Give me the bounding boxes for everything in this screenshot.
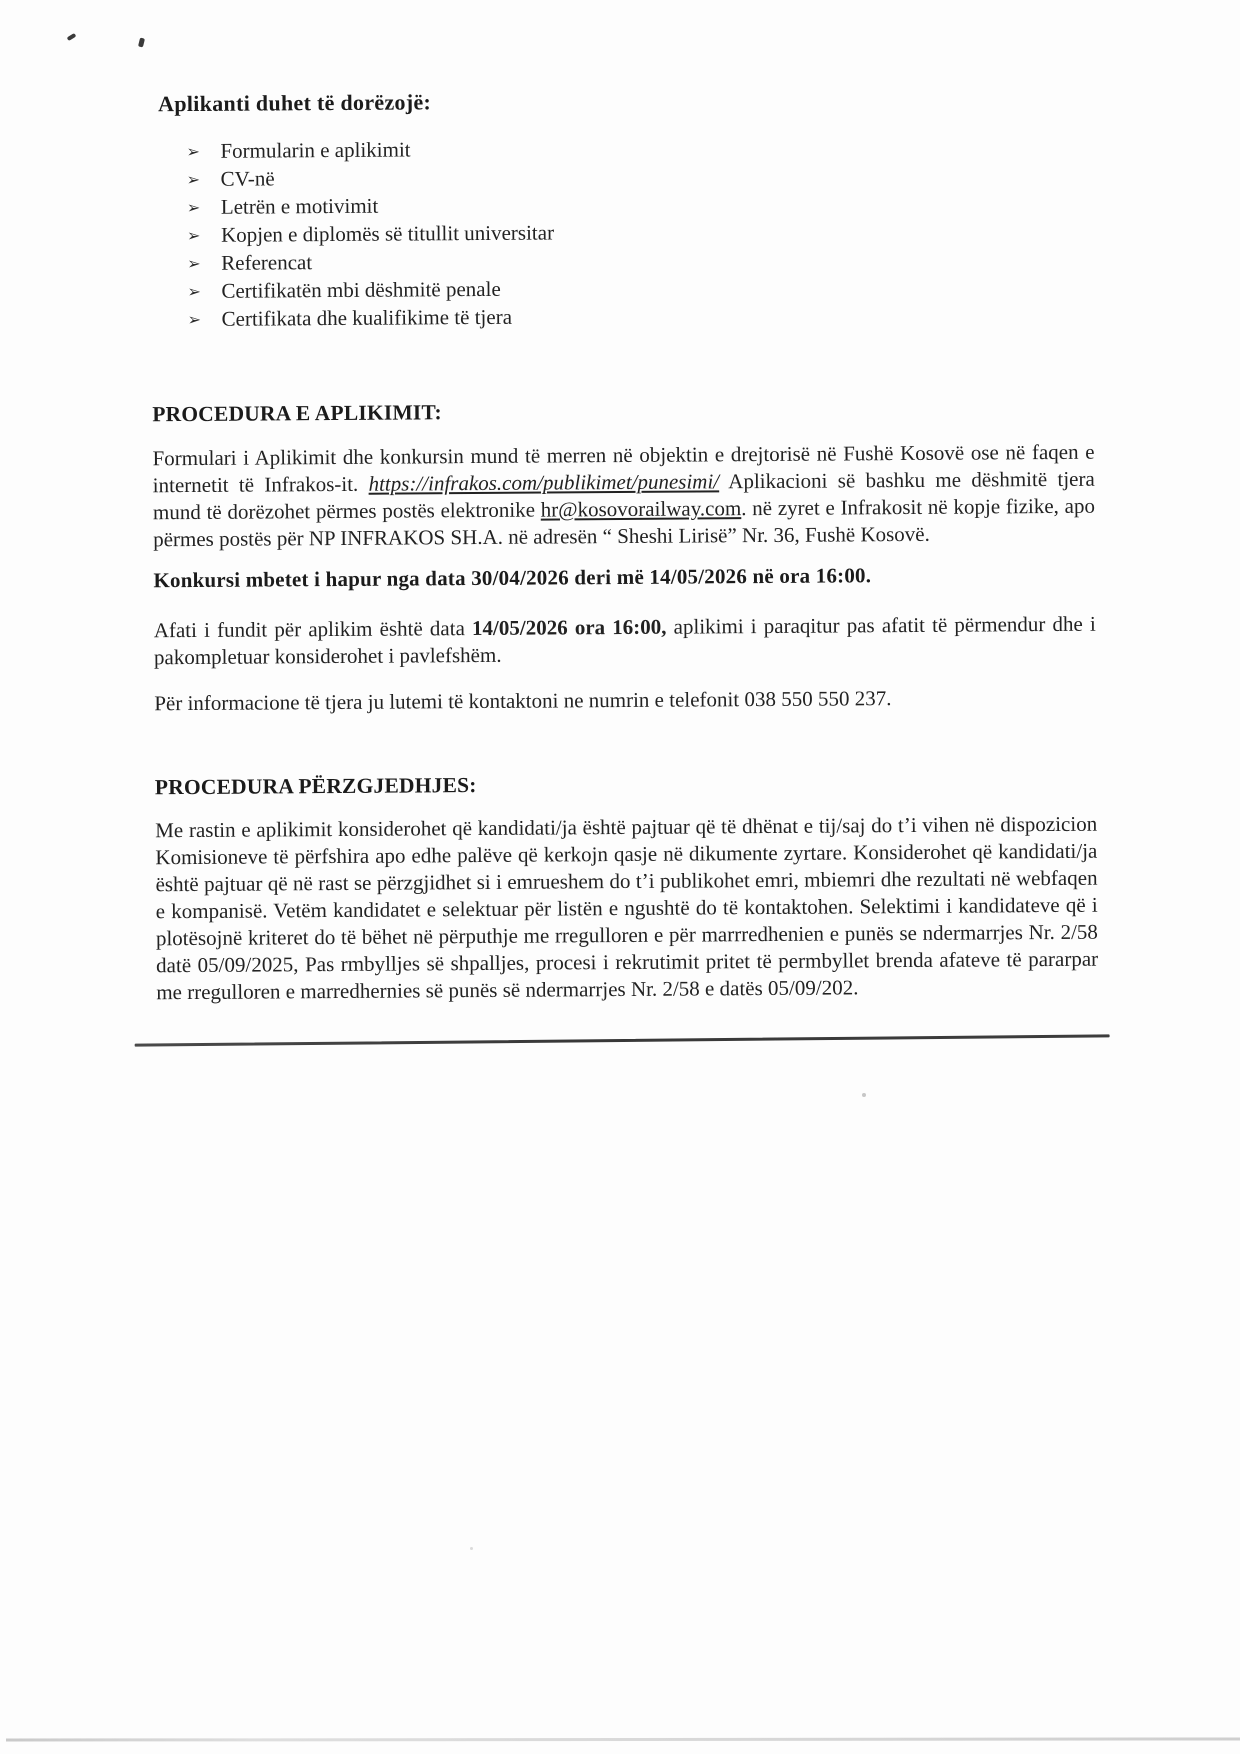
application-procedure-paragraph xyxy=(152,439,1095,554)
scan-dot-artifact xyxy=(862,1093,866,1097)
arrow-bullet-icon: ➢ xyxy=(186,169,201,190)
checklist-item-label: Certifikatën mbi dëshmitë penale xyxy=(221,276,501,303)
arrow-bullet-icon: ➢ xyxy=(186,141,200,162)
infrakos-publications-url: https://infrakos.com/publikimet/punesimi/ xyxy=(368,469,720,496)
scan-page-edge-line xyxy=(6,1737,1240,1741)
application-paragraph-text-2: Aplikacioni së bashku me dëshmitë tjera mund të dorëzohet përmes postës elektronike xyxy=(152,466,1095,525)
late-paragraph-text-2: aplikimi i paraqitur pas afatit të përmendur dhe i pakompletuar konsiderohet i pavlefshëm. xyxy=(153,611,1096,670)
competition-open-dates-line: Konkursi mbetet i hapur nga data 30/04/2026 deri më 14/05/2026 në ora 16:00. xyxy=(153,563,872,593)
checklist-title: Aplikanti duhet të dorëzojë: xyxy=(158,89,432,117)
document-content xyxy=(150,85,1099,1046)
scan-dot-artifact xyxy=(470,1547,473,1550)
ink-speck xyxy=(67,33,77,41)
arrow-bullet-icon: ➢ xyxy=(186,197,201,218)
checklist-item-label: Formularin e aplikimit xyxy=(220,137,411,163)
checklist-item-label: Certifikata dhe kualifikime të tjera xyxy=(221,304,513,331)
required-documents-list xyxy=(150,131,1093,334)
horizontal-rule xyxy=(135,1034,1110,1046)
application-procedure-heading: PROCEDURA E APLIKIMIT: xyxy=(152,400,442,427)
hr-email-address: hr@kosovorailway.com xyxy=(540,496,742,522)
checklist-item-label: Letrën e motivimit xyxy=(220,193,379,219)
checklist-item-label: Kopjen e diplomës së titullit universitar xyxy=(220,220,555,247)
late-application-paragraph xyxy=(154,611,1096,672)
final-deadline-datetime: 14/05/2026 ora 16:00, xyxy=(471,614,667,641)
checklist-item-label: CV-në xyxy=(220,166,275,191)
arrow-bullet-icon: ➢ xyxy=(186,225,201,246)
arrow-bullet-icon: ➢ xyxy=(187,281,201,302)
selection-procedure-heading: PROCEDURA PËRZGJEDHJES: xyxy=(154,773,477,800)
checklist-item-label: Referencat xyxy=(221,250,313,275)
contact-phone-line: Për informacione të tjera ju lutemi të kontaktoni ne numrin e telefonit 038 550 550 237. xyxy=(154,686,892,716)
arrow-bullet-icon: ➢ xyxy=(187,309,202,330)
selection-procedure-paragraph: Me rastin e aplikimit konsiderohet që kandidati/ja është pajtuar që të dhënat e tij/saj do t’i vihen në dispozicion Komisioneve të përfshira apo edhe palëve që kerkojn qasje në dikumente zyrtare. Konsiderohet që kandidati/ja është pajtuar që në rast se përzgjidhet si i emrueshem do t’i publikohet emri, mbiemri dhe rezultati në webfaqen e kompanisë. Vetëm kandidatet e selektuar për listën e ngushtë do të kontaktohen. Selektimi i kandidateve që i plotësojnë kriteret do të bëhet në përputhje me rregulloren e për marrredhenien e punës se ndermarrjes Nr. 2/58 datë 05/09/2025, Pas rmbylljes së shpalljes, procesi i rekrutimit pritet të permbyllet brenda afateve të pararpar me rregulloren e marredhernies së punës së ndermarrjes Nr. 2/58 e datës 05/09/202. xyxy=(155,811,1099,1005)
application-paragraph-text-3: . në zyret e Infrakosit në kopje fizike, apo përmes postës për NP INFRAKOS SH.A. në adresën “ Sheshi Lirisë” Nr. 36, Fushë Kosovë. xyxy=(153,493,1096,552)
ink-speck xyxy=(138,38,145,48)
late-paragraph-text-1: Afati i fundit për aplikim është data xyxy=(153,616,473,643)
arrow-bullet-icon: ➢ xyxy=(187,253,201,274)
application-paragraph-text-1: Formulari i Aplikimit dhe konkursin mund të merren në objektin e drejtorisë në Fushë Kosovë ose në faqen e internetit të Infrakos-it. xyxy=(152,439,1095,498)
checklist-item xyxy=(187,299,1094,333)
